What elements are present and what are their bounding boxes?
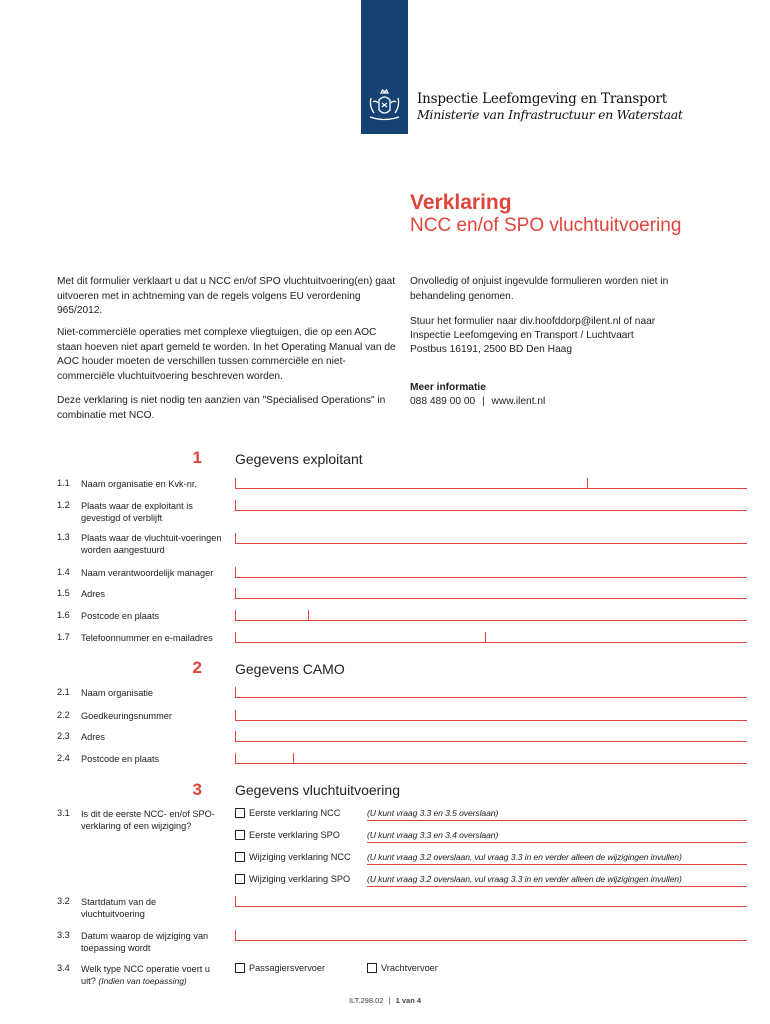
logo-bar [361, 0, 408, 134]
field-divider [235, 710, 236, 720]
accountable-manager-input[interactable] [235, 577, 747, 578]
section-3-number: 3 [192, 780, 202, 799]
question-1-2-label: Plaats waar de exploitant is gevestigd of verblijft [81, 501, 193, 523]
field-divider [235, 896, 236, 906]
change-ncc-label: Wijziging verklaring NCC [249, 852, 351, 862]
page-number: 1 van 4 [395, 996, 422, 1005]
operator-location-input[interactable] [235, 510, 747, 511]
question-3-4-label [81, 963, 221, 987]
section-2-number: 2 [192, 658, 202, 677]
field-divider [235, 567, 236, 577]
question-2-3-number: 2.3 [57, 731, 70, 741]
question-2-2-label: Goedkeuringsnummer [81, 711, 172, 721]
more-info-contact [410, 395, 720, 410]
field-divider [308, 610, 309, 620]
page-title: Verklaring [410, 191, 512, 214]
section-1-number: 1 [192, 448, 202, 467]
camo-name-input[interactable] [235, 697, 747, 698]
change-spo-checkbox[interactable] [235, 874, 245, 884]
option-divider [367, 842, 747, 843]
first-spo-checkbox[interactable] [235, 830, 245, 840]
more-info-website[interactable]: www.ilent.nl [491, 396, 546, 407]
field-divider [235, 632, 236, 642]
passenger-transport-checkbox[interactable] [235, 963, 245, 973]
royal-crest-icon [367, 86, 402, 124]
question-2-4-number: 2.4 [57, 753, 70, 763]
change-spo-note: (U kunt vraag 3.2 overslaan, vul vraag 3.3 in en verder alleen de wijzigingen invullen) [367, 874, 682, 884]
question-1-5-number: 1.5 [57, 588, 70, 598]
section-3-title: Gegevens vluchtuitvoering [235, 782, 400, 798]
question-2-3-label: Adres [81, 732, 106, 742]
first-spo-label: Eerste verklaring SPO [249, 830, 340, 840]
question-1-1-label: Naam organisatie en Kvk-nr. [81, 479, 197, 489]
more-info-separator: | [482, 396, 485, 407]
change-ncc-checkbox[interactable] [235, 852, 245, 862]
postcode-city-input[interactable] [235, 620, 747, 621]
field-divider [235, 500, 236, 510]
flight-ops-location-input[interactable] [235, 543, 747, 544]
question-3-4-note: (Indien van toepassing) [98, 976, 187, 986]
question-3-2-label: Startdatum van de vluchtuitvoering [81, 897, 157, 919]
field-divider [485, 632, 486, 642]
field-divider [235, 478, 236, 488]
question-1-2-number: 1.2 [57, 500, 70, 510]
org-kvk-input[interactable] [235, 488, 747, 489]
intro-paragraph-2: Niet-commerciële operaties met complexe vliegtuigen, die op een AOC staan hoeven niet apart gemeld te worden. In het Operating Manual van de AOC houder moeten de verschillen tussen commerciële en niet-commerciële vluchtuitvoering beschreven worden. [57, 327, 396, 382]
approval-number-input[interactable] [235, 720, 747, 721]
footer-separator: | [388, 996, 391, 1005]
page-footer [0, 996, 770, 1005]
ministry-name: Ministerie van Infrastructuur en Waterstaat [417, 107, 683, 122]
org-name: Inspectie Leefomgeving en Transport [417, 91, 667, 107]
first-ncc-note: (U kunt vraag 3.3 en 3.5 overslaan) [367, 808, 499, 818]
first-ncc-label: Eerste verklaring NCC [249, 808, 341, 818]
question-3-4-text: Welk type NCC operatie voert u uit? [81, 964, 211, 986]
question-1-4-label: Naam verantwoordelijk manager [81, 568, 214, 578]
question-2-4-label: Postcode en plaats [81, 754, 160, 764]
field-divider [587, 478, 588, 488]
intro-paragraph-1: Met dit formulier verklaart u dat u NCC en/of SPO vluchtuitvoering(en) gaat uitvoeren met in achtneming van de regels volgens EU verordening 965/2012. [57, 276, 396, 316]
question-3-4-number: 3.4 [57, 963, 70, 973]
field-divider [235, 687, 236, 697]
cargo-transport-label: Vrachtvervoer [381, 963, 438, 973]
camo-address-input[interactable] [235, 741, 747, 742]
question-3-1-label: Is dit de eerste NCC- en/of SPO-verklaring of een wijziging? [81, 809, 215, 831]
question-3-3-label: Datum waarop de wijziging van toepassing wordt [81, 931, 209, 953]
question-1-4-number: 1.4 [57, 567, 70, 577]
start-date-input[interactable] [235, 906, 747, 907]
cargo-transport-checkbox[interactable] [367, 963, 377, 973]
address-input[interactable] [235, 598, 747, 599]
change-date-input[interactable] [235, 940, 747, 941]
option-divider [367, 886, 747, 887]
question-3-1-number: 3.1 [57, 808, 70, 818]
field-divider [293, 753, 294, 763]
change-ncc-note: (U kunt vraag 3.2 overslaan, vul vraag 3.3 in en verder alleen de wijzigingen invullen) [367, 852, 682, 862]
question-1-5-label: Adres [81, 589, 106, 599]
question-1-1-number: 1.1 [57, 478, 70, 488]
field-divider [235, 533, 236, 543]
intro-right-paragraph-1: Onvolledig of onjuist ingevulde formulieren worden niet in behandeling genomen. [410, 276, 669, 302]
field-divider [235, 731, 236, 741]
more-info-heading: Meer informatie [410, 382, 486, 393]
question-2-1-label: Naam organisatie [81, 688, 154, 698]
submission-line-3: Postbus 16191, 2500 BD Den Haag [410, 344, 572, 355]
submission-line-2: Inspectie Leefomgeving en Transport / Luchtvaart [410, 330, 634, 341]
first-ncc-checkbox[interactable] [235, 808, 245, 818]
field-divider [235, 753, 236, 763]
question-3-2-number: 3.2 [57, 896, 70, 906]
question-1-7-label: Telefoonnummer en e-mailadres [81, 633, 213, 643]
field-divider [235, 610, 236, 620]
change-spo-label: Wijziging verklaring SPO [249, 874, 351, 884]
submission-line-1: Stuur het formulier naar div.hoofddorp@ilent.nl of naar [410, 316, 656, 327]
passenger-transport-label: Passagiersvervoer [249, 963, 326, 973]
intro-paragraph-3: Deze verklaring is niet nodig ten aanzien van "Specialised Operations" in combinatie met NCO. [57, 395, 386, 421]
question-1-6-number: 1.6 [57, 610, 70, 620]
question-1-3-number: 1.3 [57, 532, 70, 542]
option-divider [367, 864, 747, 865]
question-1-3-label: Plaats waar de vluchtuit-voeringen worden aangestuurd [81, 533, 222, 555]
more-info-phone: 088 489 00 00 [410, 396, 476, 407]
form-code: ILT.298.02 [348, 996, 384, 1005]
camo-postcode-city-input[interactable] [235, 763, 747, 764]
field-divider [235, 930, 236, 940]
question-1-6-label: Postcode en plaats [81, 611, 160, 621]
section-1-title: Gegevens exploitant [235, 451, 363, 467]
question-2-1-number: 2.1 [57, 687, 70, 697]
phone-email-input[interactable] [235, 642, 747, 643]
field-divider [235, 588, 236, 598]
question-2-2-number: 2.2 [57, 710, 70, 720]
question-3-3-number: 3.3 [57, 930, 70, 940]
question-1-7-number: 1.7 [57, 632, 70, 642]
first-spo-note: (U kunt vraag 3.3 en 3.4 overslaan) [367, 830, 499, 840]
option-divider [367, 820, 747, 821]
section-2-title: Gegevens CAMO [235, 661, 345, 677]
page-subtitle: NCC en/of SPO vluchtuitvoering [410, 215, 682, 236]
